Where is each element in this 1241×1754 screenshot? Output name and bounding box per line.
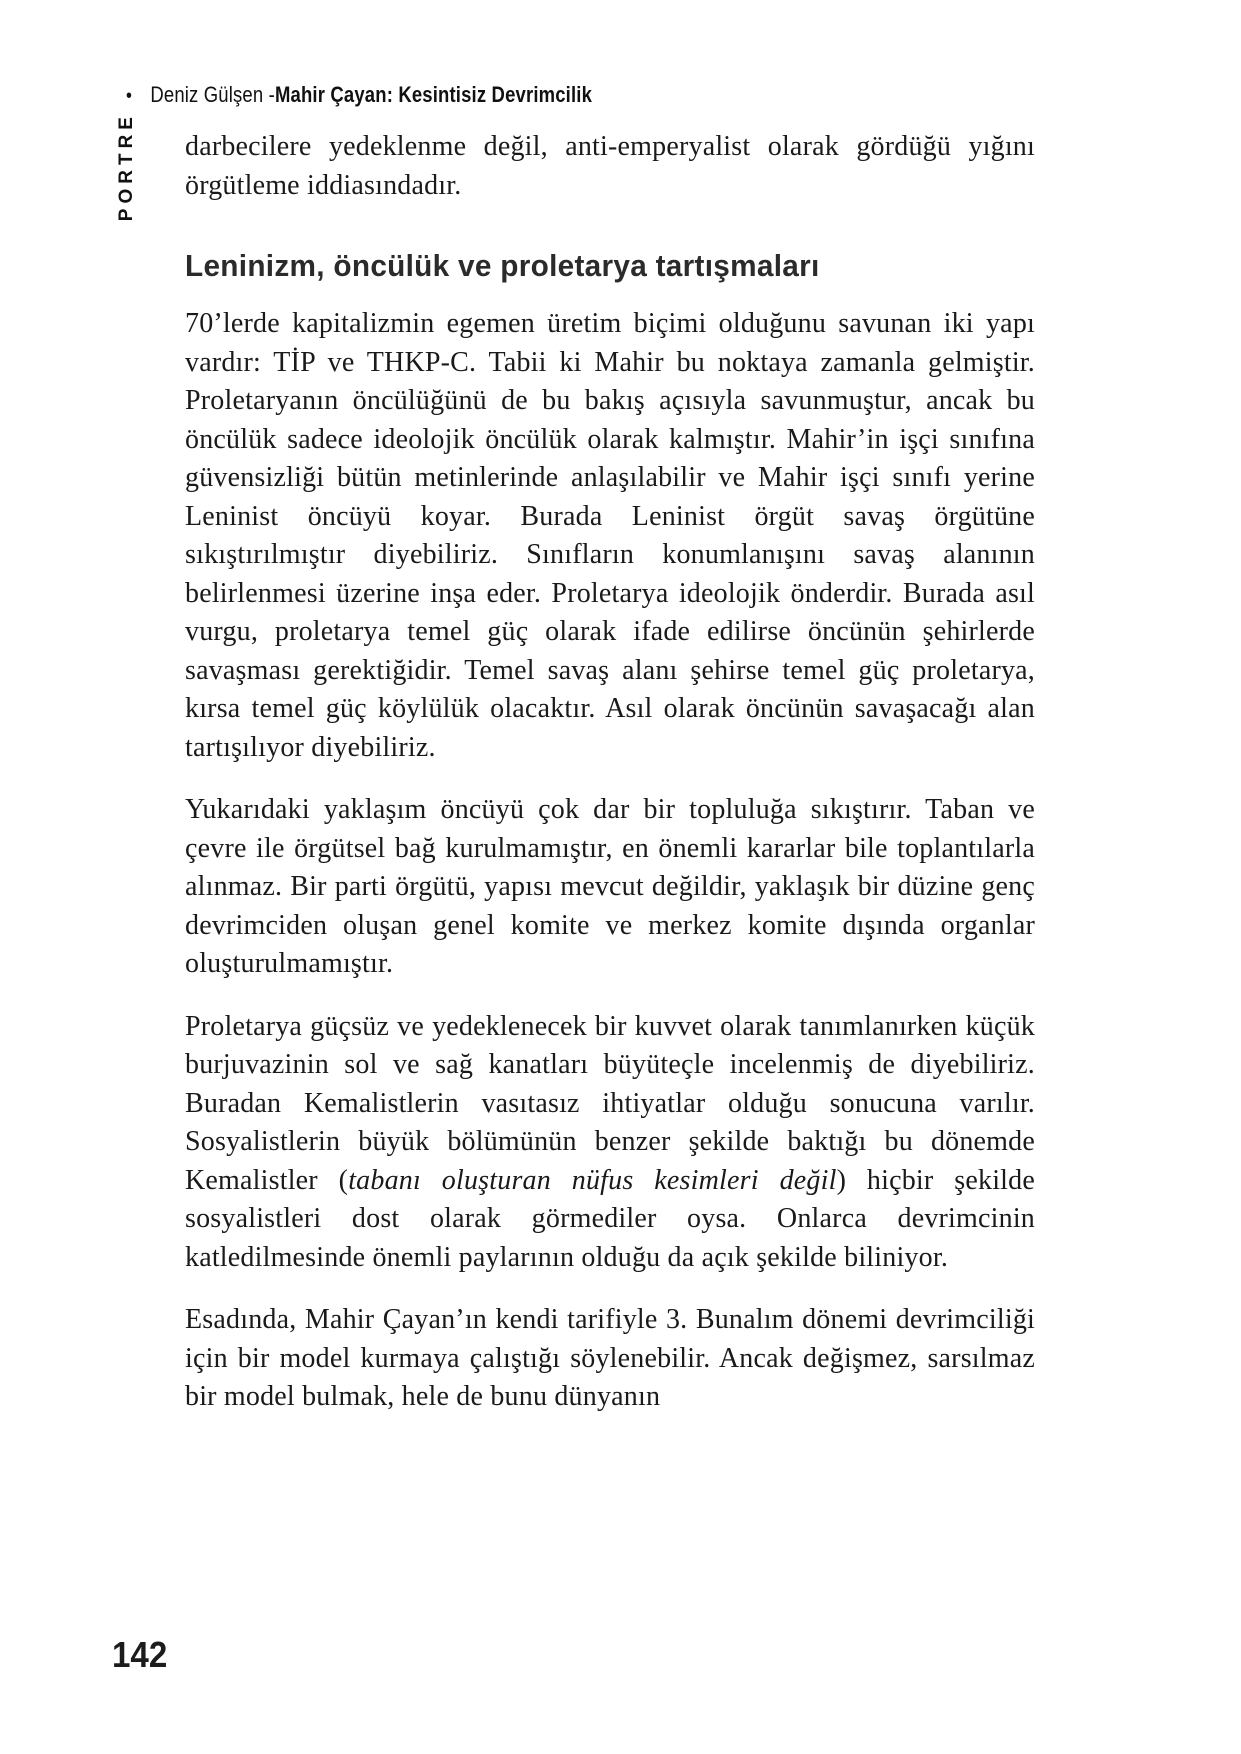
text-segment: ) hiçbir şekilde sosyalistleri dost olarak görmediler oysa. Onlarca devrimcinin katledilmesinde önemli paylarının olduğu da açık şekilde biliniyor.	[185, 1164, 1035, 1273]
paragraph	[185, 1008, 1035, 1278]
text-column	[185, 128, 1035, 1441]
paragraphs	[185, 305, 1035, 1417]
text-segment: Esadında, Mahir Çayan’ın kendi tarifiyle 3. Bunalım dönemi devrimciliği için bir model kurmaya çalıştığı söylenebilir. Ancak değişmez, sarsılmaz bir model bulmak, hele de bunu dünyanın	[185, 1304, 1035, 1412]
header-bullet-icon: •	[126, 85, 132, 107]
italic-text-segment: tabanı oluşturan nüfus kesimleri değil	[348, 1164, 837, 1196]
paragraph	[185, 1301, 1035, 1417]
header-book-title: Mahir Çayan: Kesintisiz Devrimcilik	[274, 82, 593, 107]
running-header	[126, 82, 592, 108]
text-segment: Yukarıdaki yaklaşım öncüyü çok dar bir topluluğa sıkıştırır. Taban ve çevre ile örgütsel bağ kurulmamıştır, en önemli kararlar bile toplantılarla alınmaz. Bir parti örgütü, yapısı mevcut değildir, yaklaşık bir düzine genç devrimciden oluşan genel komite ve merkez komite dışında organlar oluşturulmamıştır.	[185, 794, 1035, 979]
page-number: 142	[112, 1634, 168, 1675]
text-segment: 70’lerde kapitalizmin egemen üretim biçimi olduğunu savunan iki yapı vardır: TİP ve THKP-C. Tabii ki Mahir bu noktaya zamanla gelmiştir. Proletaryanın öncülüğünü de bu bakış açısıyla savunmuştur, ancak bu öncülük sadece ideolojik öncülük olarak kalmıştır. Mahir’in işçi sınıfına güvensizliği bütün metinlerinde anlaşılabilir ve Mahir işçi sınıfı yerine Leninist öncüyü koyar. Burada Leninist örgüt savaş örgütüne sıkıştırılmıştır diyebiliriz. Sınıfların konumlanışını savaş alanının belirlenmesi üzerine inşa eder. Proletarya ideolojik önderdir. Burada asıl vurgu, proletarya temel güç olarak ifade edilirse öncünün şehirlerde savaşması gerektiğidir. Temel savaş alanı şehirse temel güç proletarya, kırsa temel güç köylülük olacaktır. Asıl olarak öncünün savaşacağı alan tartışılıyor diyebiliriz.	[185, 308, 1035, 763]
header-author: Deniz Gülşen -	[150, 82, 275, 107]
intro-paragraph: darbecilere yedeklenme değil, anti-emperyalist olarak gördüğü yığını örgütleme iddiasındadır.	[185, 131, 1035, 201]
text-segment: Proletarya güçsüz ve yedeklenecek bir kuvvet olarak tanımlanırken küçük burjuvazinin sol ve sağ kanatları büyüteçle incelenmiş de diyebiliriz. Buradan Kemalistlerin vasıtasız ihtiyatlar olduğu sonucuna varılır. Sosyalistlerin büyük bölümünün benzer şekilde baktığı bu dönemde Kemalistler (	[185, 1010, 1035, 1196]
paragraph	[185, 305, 1035, 767]
paragraph	[185, 791, 1035, 984]
section-side-label: PORTRE	[116, 112, 137, 222]
section-heading: Leninizm, öncülük ve proletarya tartışmaları	[185, 248, 820, 283]
